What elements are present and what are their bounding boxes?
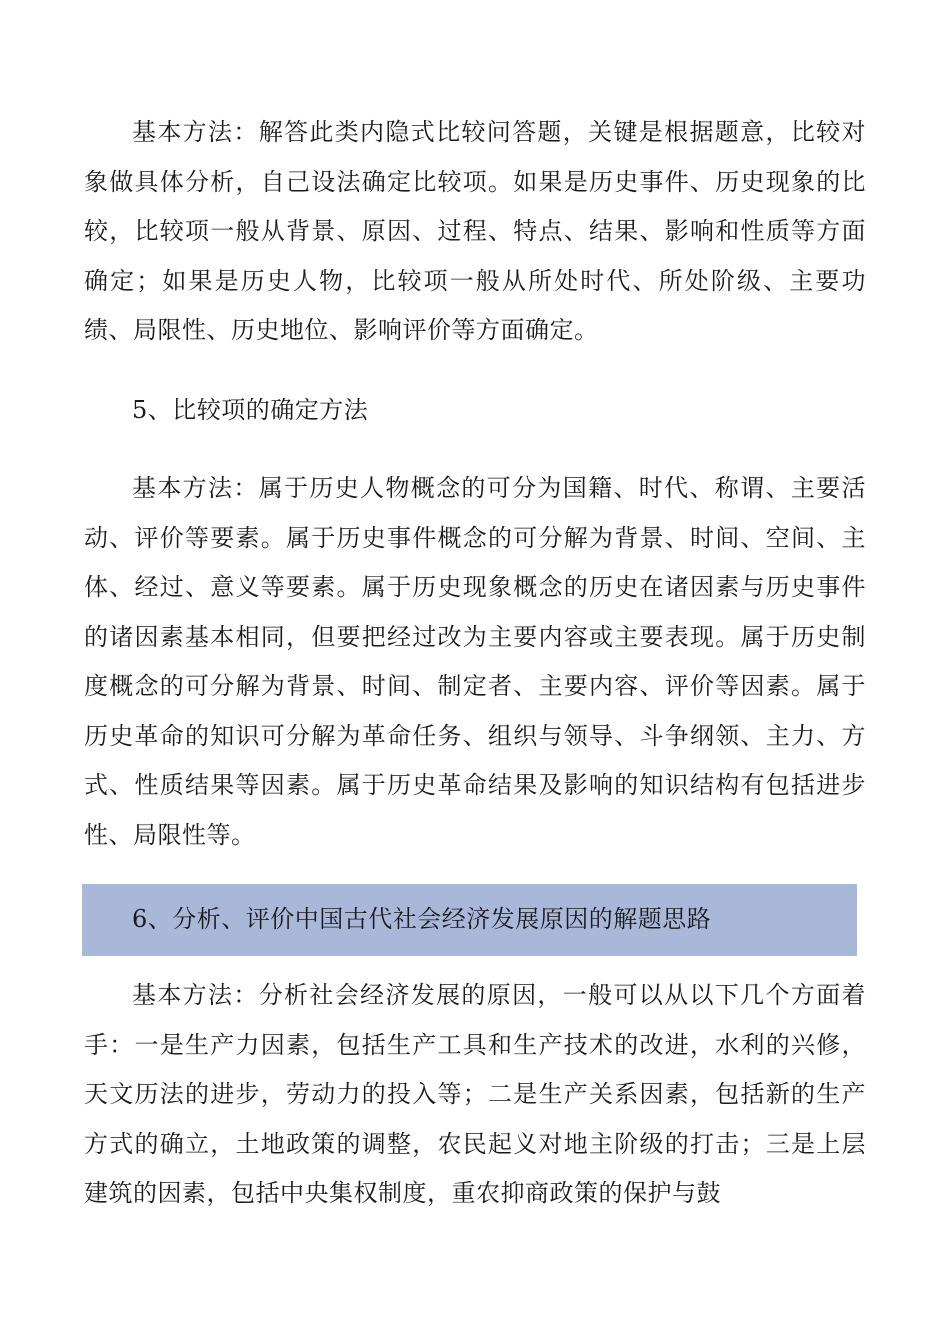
method-paragraph-comparison: 基本方法：解答此类内隐式比较问答题，关键是根据题意，比较对象做具体分析，自己设法确定比较项。如果是历史事件、历史现象的比较，比较项一般从背景、原因、过程、特点、结果、影响和性质等方面确定；如果是历史人物，比较项一般从所处时代、所处阶级、主要功绩、局限性、历史地位、影响评价等方面确定。 bbox=[84, 118, 866, 344]
section-heading-6: 6、分析、评价中国古代社会经济发展原因的解题思路 bbox=[132, 905, 712, 933]
method-paragraph-economy: 基本方法：分析社会经济发展的原因，一般可以从以下几个方面着手：一是生产力因素，包括生产工具和生产技术的改进，水利的兴修，天文历法的进步，劳动力的投入等；二是生产关系因素，包括新的生产方式的确立，土地政策的调整，农民起义对地主阶级的打击；三是上层建筑的因素，包括中央集权制度，重农抑商政策的保护与鼓 bbox=[84, 981, 866, 1207]
method-paragraph-concepts: 基本方法：属于历史人物概念的可分为国籍、时代、称谓、主要活动、评价等要素。属于历史事件概念的可分解为背景、时间、空间、主体、经过、意义等要素。属于历史现象概念的历史在诸因素与历史事件的诸因素基本相同，但要把经过改为主要内容或主要表现。属于历史制度概念的可分解为背景、时间、制定者、主要内容、评价等因素。属于历史革命的知识可分解为革命任务、组织与领导、斗争纲领、主力、方式、性质结果等因素。属于历史革命结果及影响的知识结构有包括进步性、局限性等。 bbox=[84, 474, 866, 849]
section-heading-5: 5、比较项的确定方法 bbox=[132, 396, 369, 424]
